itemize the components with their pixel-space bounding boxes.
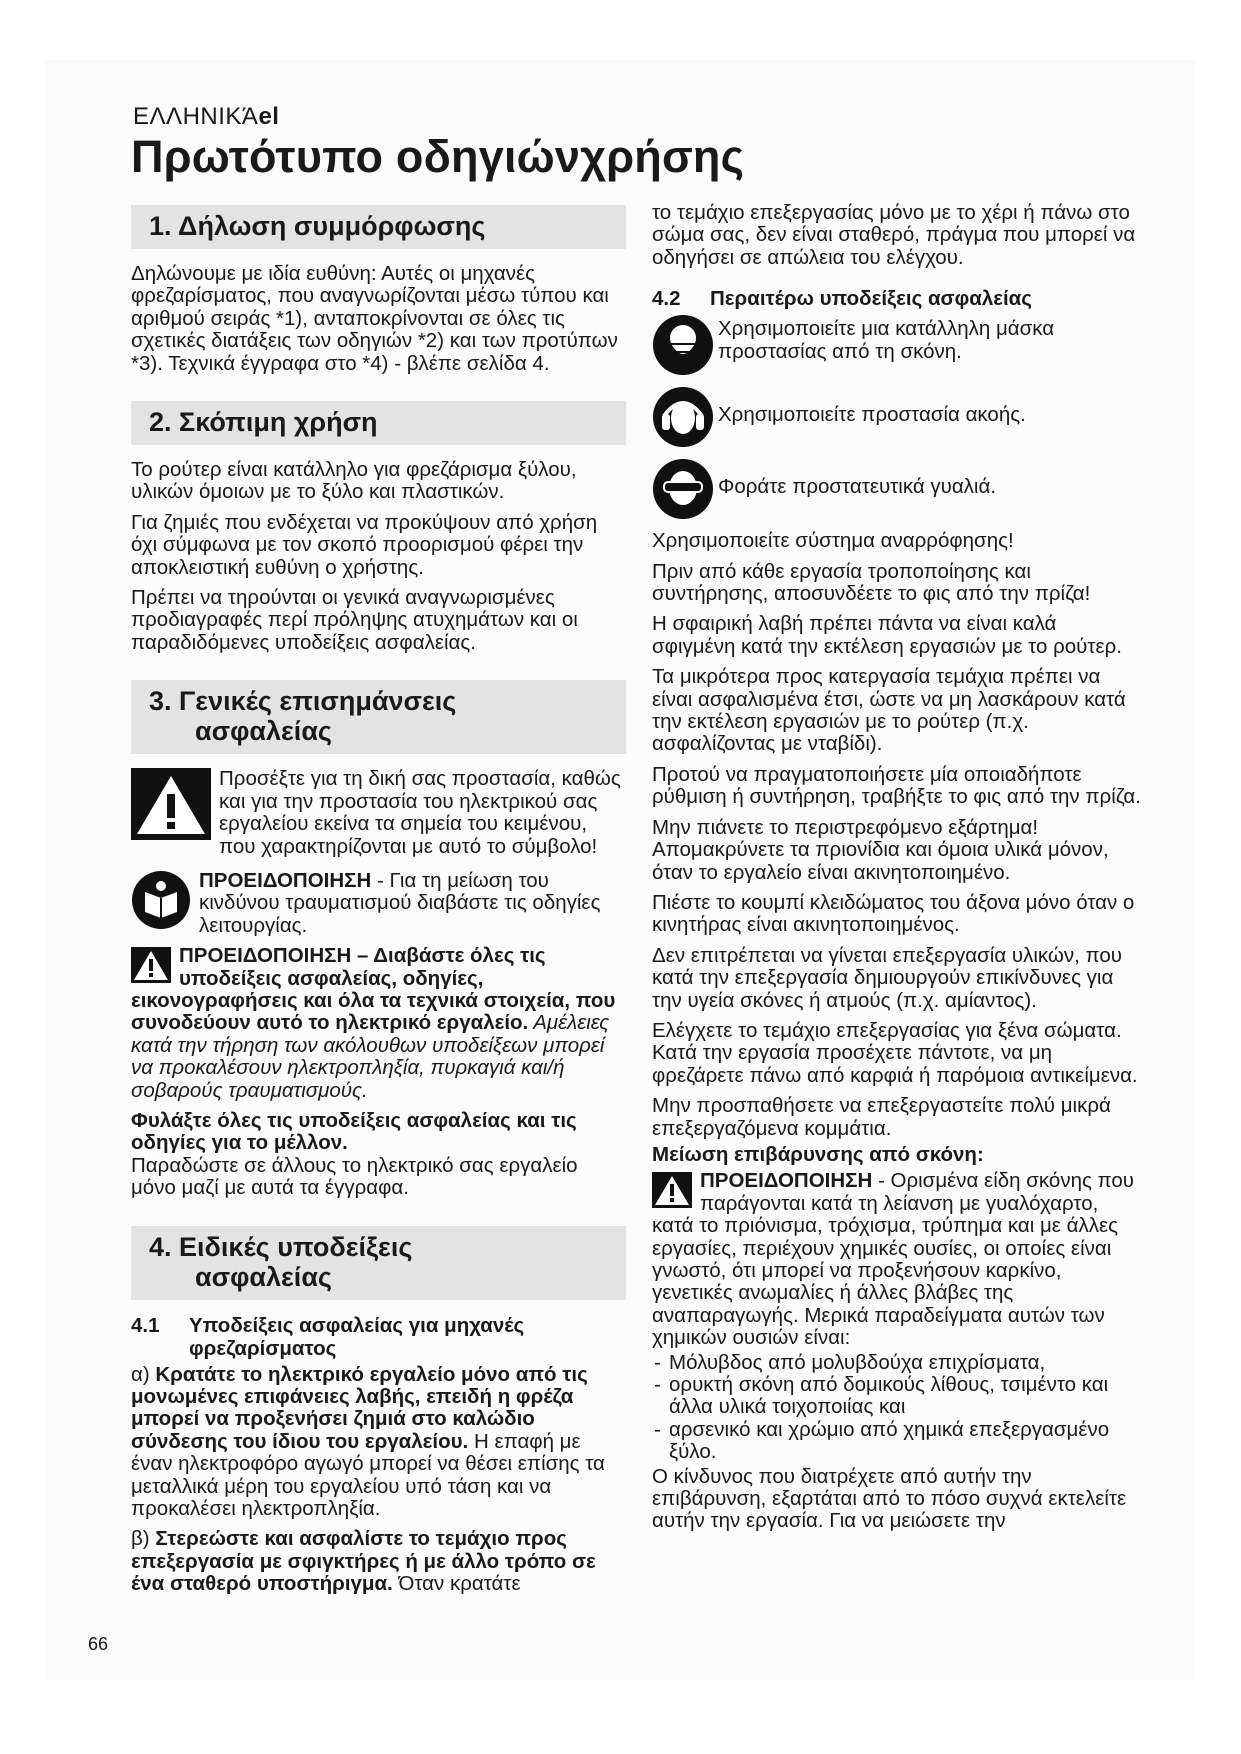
- subsection-4-1-heading: 4.1 Υποδείξεις ασφαλείας για μηχανές φρεζαρίσματος: [131, 1313, 525, 1360]
- rule-10: Μην προσπαθήσετε να επεξεργαστείτε πολύ μικρά επεξεργαζόμενα κομμάτια.: [652, 1094, 1111, 1140]
- dust-heading-text: Μείωση επιβάρυνσης από σκόνη:: [652, 1142, 984, 1166]
- rule-5: Προτού να πραγματοποιήσετε μία οποιαδήποτε ρύθμιση ή συντήρηση, τραβήξτε το φις από την πρίζα.: [652, 762, 1141, 809]
- warning-symbol-block: [131, 768, 626, 866]
- section-1-text: Δηλώνουμε με ιδία ευθύνη: Αυτές οι μηχανές φρεζαρίσματος, που αναγνωρίζονται μέσω τύπου και αριθμού σειράς *1), ανταποκρίνονται σε όλες τις σχετικές διατάξεις των οδηγιών *2) και των προτύπων *3). Τεχνικά έγγραφα στο *4) - βλέπε σελίδα 4.: [131, 262, 618, 375]
- dust-mask-text: Χρησιμοποιείτε μια κατάλληλη μάσκα προστασίας από τη σκόνη.: [718, 317, 1055, 363]
- keep-instructions-text: [131, 1110, 626, 1155]
- dust-warning-body: - Ορισμένα είδη σκόνης που παράγονται κατά τη λείανση με γυαλόχαρτο, κατά το πριόνισμα, τρόχισμα, τρύπημα και με άλλες εργασίες, περιέχουν χημικές ουσίες, οι οποίες είναι γνωστό, ότι μπορεί να προξενήσουν καρκίνο, γενετικές ανωμαλίες ή άλλες βλάβες της αναπαραγωγής. Μερικά παραδείγματα αυτών των χημικών ουσιών είναι:: [652, 1169, 1135, 1350]
- language-label: ΕΛΛΗΝΙΚΆel: [133, 103, 280, 130]
- rule-7: Πιέστε το κουμπί κλειδώματος του άξονα μόνο όταν ο κινητήρας είναι ακινητοποιημένος.: [652, 890, 1135, 937]
- dust-heading: [652, 1144, 1144, 1166]
- dust-warning-block: [652, 1170, 1144, 1349]
- warning-symbol-text: Προσέξτε για τη δική σας προστασία, καθώς και για την προστασία του ηλεκτρικού σας εργαλείου εκείνα τα σημεία του κειμένου, που χαρακτηρίζονται με αυτό το σύμβολο!: [219, 767, 621, 858]
- right-column: [652, 202, 1144, 1541]
- section-2-heading: 2. Σκόπιμη χρήση: [131, 401, 626, 445]
- dust-mask-icon: [652, 314, 714, 376]
- section-2-para-3: Πρέπει να τηρούνται οι γενικά αναγνωρισμένες προδιαγραφές περί πρόληψης ατυχημάτων και οι παραδιδόμενες υποδείξεις ασφαλείας.: [131, 586, 578, 654]
- rule-8: Δεν επιτρέπεται να γίνεται επεξεργασία υλικών, που κατά την επεξεργασία δημιουργούν επικίνδυνες για την υγεία σκόνες ή ατμούς (π.χ. αμίαντος).: [652, 943, 1122, 1012]
- read-manual-instruction: - Για τη μείωση του κινδύνου τραυματισμού διαβάστε τις οδηγίες λειτουργίας.: [199, 868, 601, 937]
- ear-protection-icon: [652, 386, 714, 448]
- instruction-a-prefix: α): [131, 1362, 156, 1386]
- subsection-4-2-heading: 4.2 Περαιτέρω υποδείξεις ασφαλείας: [652, 287, 1032, 311]
- instruction-b: [131, 1528, 626, 1595]
- section-2-para-2: Για ζημιές που ενδέχεται να προκύψουν από χρήση όχι σύμφωνα με τον σκοπό προορισμού φέρει την αποκλειστική ευθύνη ο χρήστης.: [131, 510, 598, 579]
- small-warning-icon: [131, 947, 171, 983]
- rule-4: Τα μικρότερα προς κατεργασία τεμάχια πρέπει να είναι ασφαλισμένα έτσι, ώστε να μη λασκάρουν κατά την εκτέλεση εργασιών με το ρούτερ (π.χ. ασφαλίζοντας με νταβίδι).: [652, 665, 1126, 756]
- instruction-a-bold: Κρατάτε το ηλεκτρικό εργαλείο μόνο από τις μονωμένες επιφάνειες λαβής, επειδή η φρέζα μπορεί να προξενήσει ζημιά στο καλώδιο σύνδεσης του ίδιου του εργαλείου.: [131, 1362, 588, 1453]
- ppe-ear-protection: [652, 386, 1144, 448]
- dust-warning-text: [652, 1170, 1144, 1349]
- pass-on-text: Παραδώστε σε άλλους το ηλεκτρικό σας εργαλείο μόνο μαζί με αυτά τα έγγραφα.: [131, 1153, 578, 1200]
- list-item: - ορυκτή σκόνη από δομικούς λίθους, τσιμέντο και άλλα υλικά τοιχοποιίας και: [652, 1374, 1144, 1419]
- safety-goggles-icon: [652, 458, 714, 520]
- dust-warning-label: ΠΡΟΕΙΔΟΠΟΙΗΣΗ: [700, 1169, 873, 1193]
- warning-triangle-icon: [131, 768, 211, 840]
- rule-1: Χρησιμοποιείτε σύστημα αναρρόφησης!: [652, 529, 1014, 553]
- section-1-heading: 1. Δήλωση συμμόρφωσης: [131, 205, 626, 249]
- document-title: Πρωτότυπο οδηγιώνχρήσης: [131, 131, 745, 182]
- section-2-para-1: Το ρούτερ είναι κατάλληλο για φρεζάρισμα ξύλου, υλικών όμοιων με το ξύλο και πλαστικών.: [131, 458, 577, 504]
- list-item: - αρσενικό και χρώμιο από χημικά επεξεργασμένο ξύλο.: [652, 1419, 1144, 1464]
- rule-9: Ελέγχετε το τεμάχιο επεξεργασίας για ξένα σώματα. Κατά την εργασία προσέχετε πάντοτε, να μη φρεζάρετε πάνω από καρφιά ή παρόμοια αντικείμενα.: [652, 1018, 1138, 1087]
- section-4-heading: 4. Ειδικές υποδείξεις ασφαλείας: [131, 1226, 626, 1300]
- left-column: [131, 205, 626, 1604]
- rule-6: Μην πιάνετε το περιστρεφόμενο εξάρτημα! Απομακρύνετε τα πριονίδια και όμοια υλικά μόνον, όταν το εργαλείο είναι ακινητοποιημένο.: [652, 815, 1109, 884]
- eye-protection-text: Φοράτε προστατευτικά γυαλιά.: [718, 475, 997, 499]
- rule-3: Η σφαιρική λαβή πρέπει πάντα να είναι καλά σφιγμένη κατά την εκτέλεση εργασιών με το ρούτερ.: [652, 612, 1122, 658]
- risk-text: Ο κίνδυνος που διατρέχετε από αυτήν την επιβάρυνση, εξαρτάται από το πόσο συχνά εκτελείτε αυτήν την εργασία. Για να μειώσετε την: [652, 1464, 1127, 1533]
- instruction-b-bold: Στερεώστε και ασφαλίστε το τεμάχιο προς επεξεργασία με σφιγκτήρες ή με άλλο τρόπο σε ένα σταθερό υποστήριγμα.: [131, 1527, 596, 1596]
- list-item: - Μόλυβδος από μολυβδούχα επιχρίσματα,: [652, 1352, 1144, 1374]
- ppe-dust-mask: [652, 314, 1144, 376]
- ppe-eye-protection: [652, 458, 1144, 520]
- instruction-a: [131, 1364, 626, 1521]
- ear-protection-text: Χρησιμοποιείτε προστασία ακοής.: [718, 403, 1026, 427]
- read-manual-text: [131, 870, 626, 937]
- read-manual-warning-label: ΠΡΟΕΙΔΟΠΟΙΗΣΗ: [199, 868, 372, 892]
- instruction-b-text: Όταν κρατάτε: [392, 1572, 521, 1596]
- dust-warning-icon: [652, 1172, 692, 1208]
- warning-read-all-bold: ΠΡΟΕΙΔΟΠΟΙΗΣΗ – Διαβάστε όλες τις υποδείξεις ασφαλείας, οδηγίες, εικονογραφήσεις και όλα τα τεχνικά στοιχεία, που συνοδεύουν αυτό το ηλεκτρικό εργαλείο.: [131, 944, 616, 1035]
- page-number: 66: [88, 1634, 109, 1654]
- warning-read-all-italic: Αμέλειες κατά την τήρηση των ακόλουθων υποδείξεων μπορεί να προκαλέσουν ηλεκτροπληξία, πυρκαγιά και/ή σοβαρούς τραυματισμούς.: [131, 1011, 610, 1102]
- read-manual-block: [131, 870, 626, 945]
- warning-read-all-block: [131, 945, 626, 1102]
- read-manual-icon: [131, 870, 191, 930]
- instruction-a-text: Η επαφή με έναν ηλεκτροφόρο αγωγό μπορεί να θέσει επίσης τα μεταλλικά μέρη του εργαλείου υπό τάση και να προκαλέσει ηλεκτροπληξία.: [131, 1429, 605, 1521]
- instruction-b-prefix: β): [131, 1527, 156, 1551]
- instruction-b-continuation: το τεμάχιο επεξεργασίας μόνο με το χέρι ή πάνω στο σώμα σας, δεν είναι σταθερό, πράγμα που μπορεί να οδηγήσει σε απώλεια του ελέγχου.: [652, 201, 1136, 269]
- section-3-heading: 3. Γενικές επισημάνσεις ασφαλείας: [131, 680, 626, 754]
- warning-read-all-text: [131, 945, 626, 1102]
- keep-instructions-bold: Φυλάξτε όλες τις υποδείξεις ασφαλείας και τις οδηγίες για το μέλλον.: [131, 1108, 577, 1155]
- rule-2: Πριν από κάθε εργασία τροποποίησης και συντήρησης, αποσυνδέετε το φις από την πρίζα!: [652, 559, 1091, 606]
- dust-substances-list: [652, 1352, 1144, 1464]
